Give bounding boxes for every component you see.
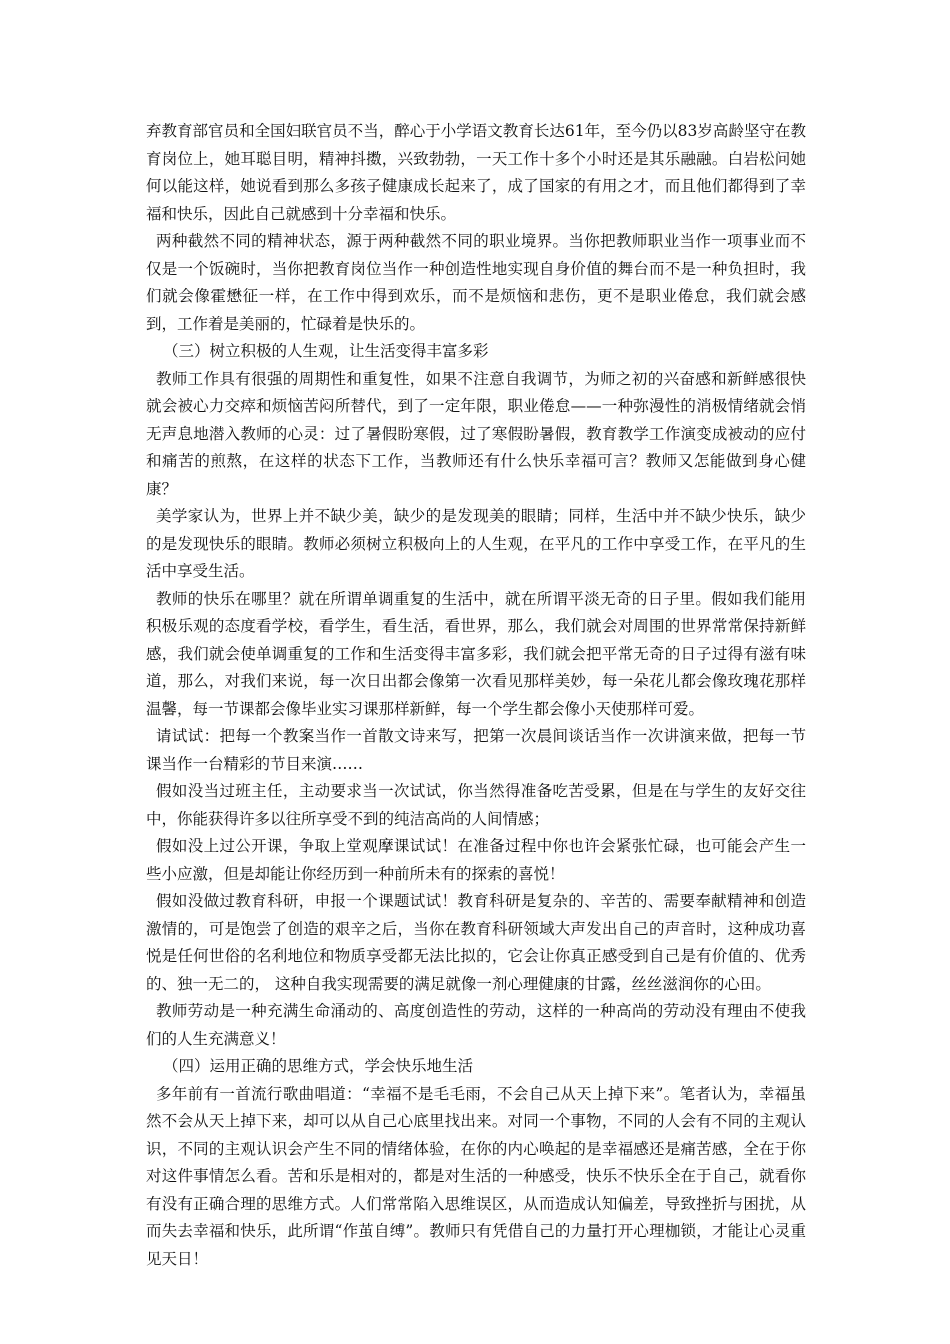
section-heading-3: （三）树立积极的人生观，让生活变得丰富多彩 — [163, 342, 489, 360]
paragraph-thinking: 多年前有一首流行歌曲唱道：“幸福不是毛毛雨，不会自己从天上掉下来”。笔者认为，幸福虽然不会从天上掉下来，却可以从自己心底里找出来。对同一个事物，不同的人会有不同的主观认识，不同的主观认识会产生不同的情绪体验，在你的内心唤起的是幸福感还是痛苦感，全在于你对这件事情怎么看。苦和乐是相对的，都是对生活的一种感受，快乐不快乐全在于自己，就看你有没有正确合理的思维方式。人们常常陷入思维误区，从而造成认知偏差，导致挫折与困扰，从而失去幸福和快乐，此所谓“作茧自缚”。教师只有凭借自己的力量打开心理枷锁，才能让心灵重见天日！ — [146, 1084, 806, 1268]
paragraph-open-class: 假如没上过公开课，争取上堂观摩课试试！在准备过程中你也许会紧张忙碌，也可能会产生一些小应激，但是却能让你经历到一种前所未有的探索的喜悦！ — [146, 837, 806, 883]
paragraph-aesthetics: 美学家认为，世界上并不缺少美，缺少的是发现美的眼睛；同样，生活中并不缺少快乐，缺少的是发现快乐的眼睛。教师必须树立积极向上的人生观，在平凡的工作中享受工作，在平凡的生活中享受生活。 — [146, 507, 806, 580]
paragraph-where-joy: 教师的快乐在哪里？就在所谓单调重复的生活中，就在所谓平淡无奇的日子里。假如我们能用积极乐观的态度看学校，看学生，看生活，看世界，那么，我们就会对周围的世界常常保持新鲜感，我们就会使单调重复的工作和生活变得丰富多彩，我们就会把平常无奇的日子过得有滋有味道，那么，对我们来说，每一次日出都会像第一次看见那样美妙，每一朵花儿都会像玫瑰花那样温馨，每一节课都会像毕业实习课那样新鲜，每一个学生都会像小天使那样可爱。 — [146, 589, 806, 718]
paragraph-burnout: 教师工作具有很强的周期性和重复性，如果不注意自我调节，为师之初的兴奋感和新鲜感很快就会被心力交瘁和烦恼苦闷所替代，到了一定年限，职业倦怠——一种弥漫性的消极情绪就会悄无声息地潜入教师的心灵：过了暑假盼寒假，过了寒假盼暑假，教育教学工作演变成被动的应付和痛苦的煎熬，在这样的状态下工作，当教师还有什么快乐幸福可言？教师又怎能做到身心健康？ — [146, 369, 806, 498]
section-heading-4: （四）运用正确的思维方式，学会快乐地生活 — [163, 1057, 474, 1075]
paragraph-try: 请试试：把每一个教案当作一首散文诗来写，把第一次晨间谈话当作一次讲演来做，把每一节课当作一台精彩的节目来演…… — [146, 727, 806, 773]
paragraph-research: 假如没做过教育科研，申报一个课题试试！教育科研是复杂的、辛苦的、需要奉献精神和创造激情的，可是饱尝了创造的艰辛之后，当你在教育科研领域大声发出自己的声音时，这种成功喜悦是任何世俗的名利地位和物质享受都无法比拟的，它会让你真正感受到自己是有价值的、优秀的、独一无二的， 这种自我实现需要的满足就像一剂心理健康的甘露，丝丝滋润你的心田。 — [146, 892, 806, 993]
paragraph-continuation: 弃教育部官员和全国妇联官员不当，醉心于小学语文教育长达61年，至今仍以83岁高龄坚守在教育岗位上，她耳聪目明，精神抖擞，兴致勃勃，一天工作十多个小时还是其乐融融。白岩松问她何以能这样，她说看到那么多孩子健康成长起来了，成了国家的有用之才，而且他们都得到了幸福和快乐，因此自己就感到十分幸福和快乐。 — [146, 122, 806, 223]
paragraph-creative-labor: 教师劳动是一种充满生命涌动的、高度创造性的劳动，这样的一种高尚的劳动没有理由不使我们的人生充满意义！ — [146, 1002, 806, 1048]
document-body — [146, 118, 806, 1273]
paragraph-career-realm: 两种截然不同的精神状态，源于两种截然不同的职业境界。当你把教师职业当作一项事业而不仅是一个饭碗时，当你把教育岗位当作一种创造性地实现自身价值的舞台而不是一种负担时，我们就会像霍懋征一样，在工作中得到欢乐，而不是烦恼和悲伤，更不是职业倦怠，我们就会感到，工作着是美丽的，忙碌着是快乐的。 — [146, 232, 806, 333]
paragraph-class-teacher: 假如没当过班主任，主动要求当一次试试，你当然得准备吃苦受累，但是在与学生的友好交往中，你能获得许多以往所享受不到的纯洁高尚的人间情感； — [146, 782, 806, 828]
